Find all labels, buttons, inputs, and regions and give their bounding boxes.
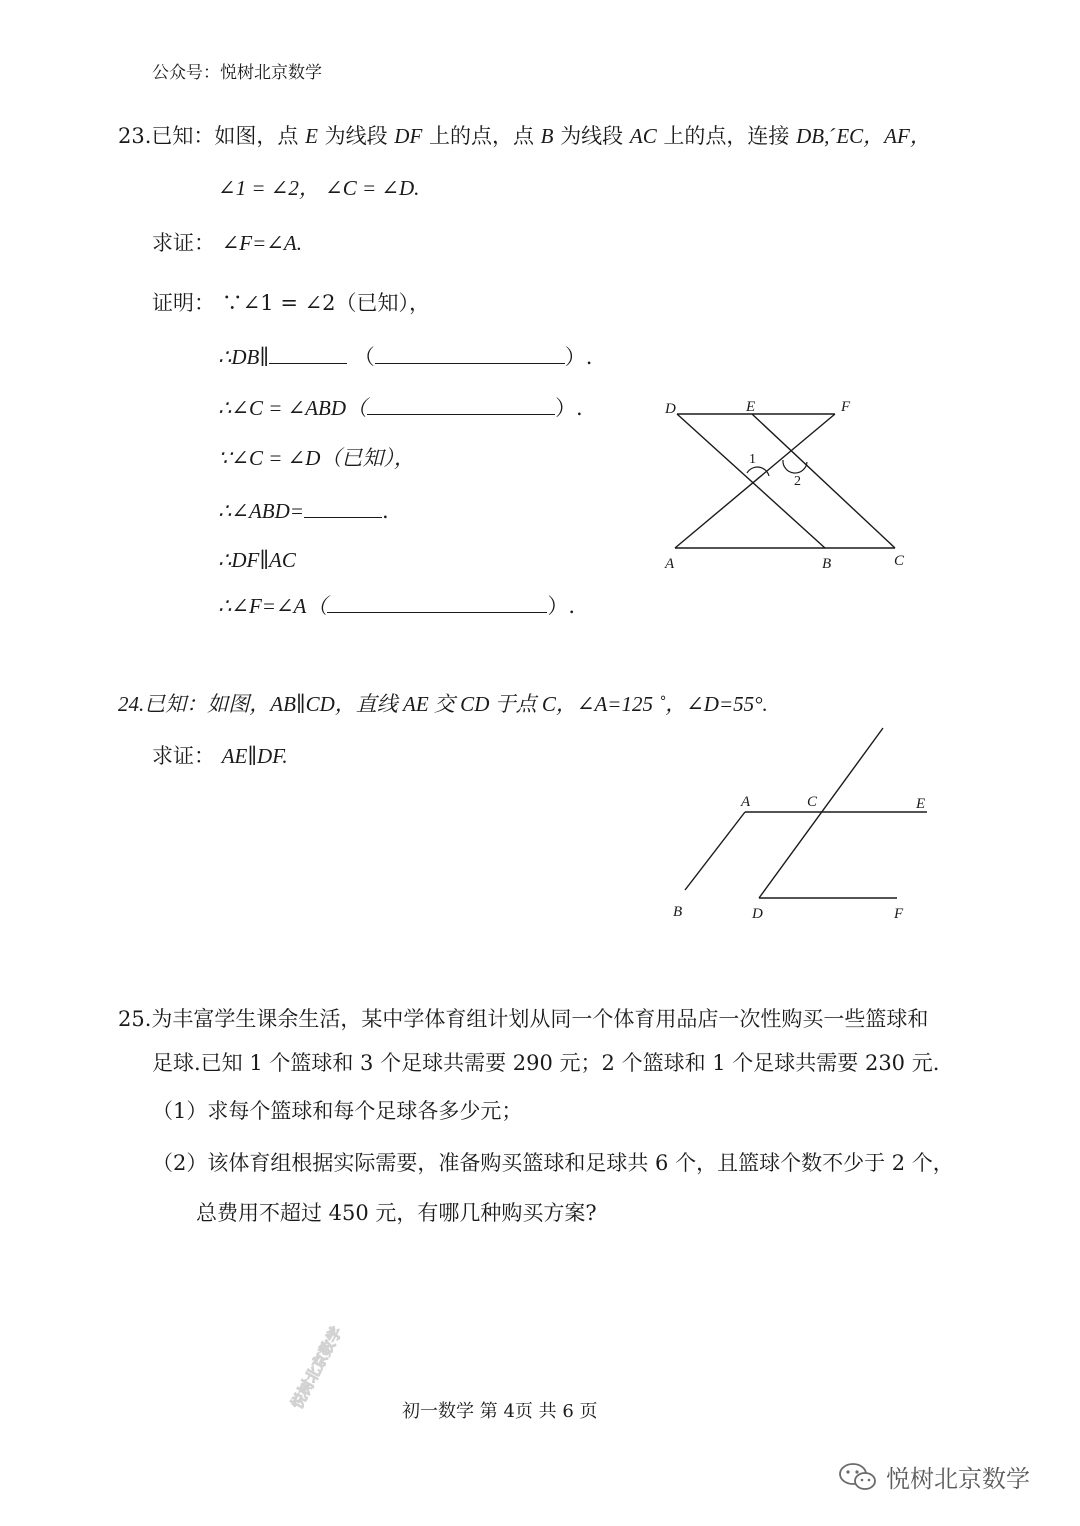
q23-text: 上的点，点 xyxy=(428,124,534,148)
label-d: D xyxy=(665,401,676,417)
reason-blank[interactable] xyxy=(367,396,555,415)
label-c: C xyxy=(894,553,905,569)
proof-step-3-text: ∴∠C = ∠ABD（ xyxy=(218,396,368,420)
proof-step-2 xyxy=(218,345,592,368)
q25-line2: 足球.已知 1 个篮球和 3 个足球共需要 290 元；2 个篮球和 1 个足球共需要 230 元. xyxy=(152,1051,940,1075)
proof-step-4: ∵∠C = ∠D（已知）， xyxy=(218,446,415,470)
proof-step-2-text: ∴DB∥ xyxy=(218,345,270,369)
prove-body: ∠F=∠A. xyxy=(221,231,302,255)
q23-text: 为线段 xyxy=(560,124,624,148)
proof-step-7-text: ∴∠F=∠A（ xyxy=(218,594,328,618)
q23-prove xyxy=(152,233,302,254)
q24-line1: 24.已知：如图，AB∥CD，直线 AE 交 CD 于点 C，∠A=125 ˚，∠D=55°. xyxy=(118,692,768,716)
segment-ab xyxy=(685,812,745,890)
q23-line1 xyxy=(118,126,931,147)
q23-proof-line1 xyxy=(152,293,430,314)
segment-ec xyxy=(752,414,895,548)
brand-name: 悦树北京数学 xyxy=(886,1465,1030,1493)
q23-condition: ∠1 = ∠2， ∠C = ∠D. xyxy=(218,176,420,200)
q24-prove xyxy=(152,746,288,767)
paren-close: ）. xyxy=(555,396,583,420)
paren-close: ）. xyxy=(564,345,593,369)
prove-label: 求证： xyxy=(152,744,215,768)
q23-point-b: B xyxy=(540,124,554,148)
prove-body: AE∥DF. xyxy=(221,744,288,768)
q25-part1: （1）求每个篮球和每个足球各多少元； xyxy=(152,1099,523,1123)
q23-text: 上的点，连接 xyxy=(663,124,790,148)
label-2: 2 xyxy=(794,474,801,489)
q23-text: 23.已知：如图，点 xyxy=(118,124,299,148)
q23-connections: DB,ˊEC，AF， xyxy=(796,124,931,148)
q25-part2b: 总费用不超过 450 元，有哪几种购买方案? xyxy=(196,1201,597,1225)
label-a: A xyxy=(741,794,751,810)
label-1: 1 xyxy=(749,452,756,467)
prove-label: 求证： xyxy=(152,231,215,255)
label-f: F xyxy=(841,399,851,415)
paren-open: （ xyxy=(353,345,375,369)
label-e: E xyxy=(916,796,926,812)
label-a: A xyxy=(665,556,675,572)
label-b: B xyxy=(822,556,832,572)
proof-step-6: ∴DF∥AC xyxy=(218,548,296,572)
q25-part2a: （2）该体育组根据实际需要，准备购买篮球和足球共 6 个，且篮球个数不少于 2 个， xyxy=(152,1151,954,1175)
q23-figure xyxy=(655,392,925,577)
period: . xyxy=(381,499,389,523)
proof-step-5-text: ∴∠ABD= xyxy=(218,499,304,523)
q23-text: 为线段 xyxy=(324,124,388,148)
proof-label: 证明： xyxy=(152,291,215,315)
line-cd xyxy=(759,728,883,898)
label-b: B xyxy=(673,904,683,920)
page-footer: 初一数学 第 4页 共 6 页 xyxy=(402,1401,598,1422)
proof-step-1: ∵∠1 = ∠2（已知）， xyxy=(221,291,431,315)
q24-figure xyxy=(665,722,945,927)
paren-close: ）. xyxy=(547,594,576,618)
q23-segment-df: DF xyxy=(394,124,423,148)
watermark-text: 悦树北京数学 xyxy=(287,1323,346,1412)
brand-watermark xyxy=(838,1459,1030,1494)
q23-point-e: E xyxy=(305,124,318,148)
proof-step-3 xyxy=(218,396,583,419)
answer-blank[interactable] xyxy=(304,499,382,518)
proof-step-7 xyxy=(218,594,575,617)
answer-blank[interactable] xyxy=(269,345,347,364)
q23-segment-ac: AC xyxy=(629,124,657,148)
header-account: 公众号：悦树北京数学 xyxy=(152,63,322,83)
reason-blank[interactable] xyxy=(375,345,565,364)
proof-step-5 xyxy=(218,499,389,522)
label-c: C xyxy=(807,794,818,810)
label-f: F xyxy=(894,906,904,922)
wechat-icon xyxy=(838,1462,878,1492)
label-d: D xyxy=(752,906,763,922)
label-e: E xyxy=(746,399,756,415)
q25-line1: 25.为丰富学生课余生活，某中学体育组计划从同一个体育用品店一次性购买一些篮球和 xyxy=(118,1007,929,1031)
reason-blank[interactable] xyxy=(327,594,547,613)
